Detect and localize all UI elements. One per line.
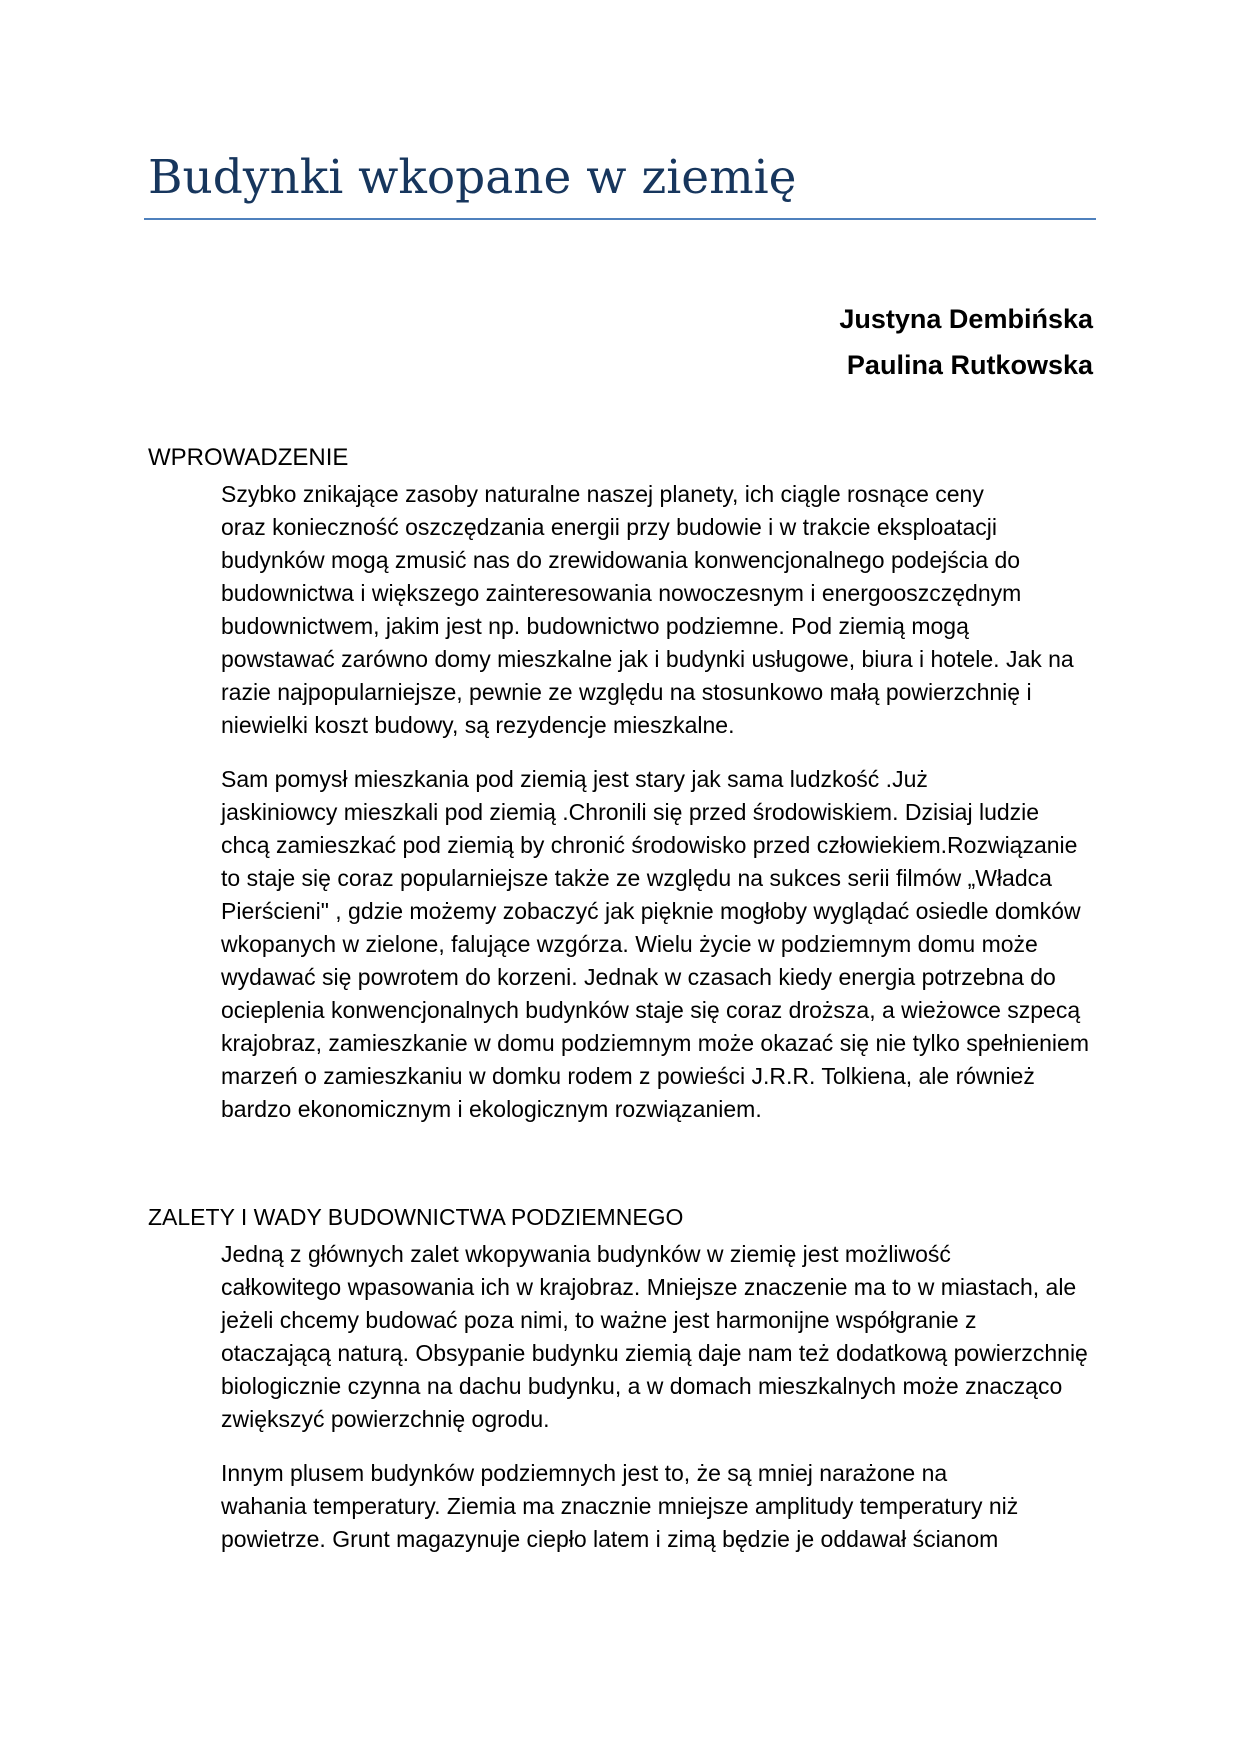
text-line: jaskiniowcy mieszkali pod ziemią .Chronili się przed środowiskiem. Dzisiaj ludzie bbox=[221, 799, 1040, 825]
section-heading-introduction: WPROWADZENIE bbox=[148, 444, 349, 471]
text-line: biologicznie czynna na dachu budynku, a w domach mieszkalnych może znacząco bbox=[221, 1373, 1063, 1399]
text-line: budownictwa i większego zainteresowania nowoczesnym i energooszczędnym bbox=[221, 580, 1022, 606]
text-line: niewielki koszt budowy, są rezydencje mieszkalne. bbox=[221, 712, 735, 738]
text-line: ocieplenia konwencjonalnych budynków staje się coraz droższa, a wieżowce szpecą bbox=[221, 997, 1081, 1023]
text-line: powietrze. Grunt magazynuje ciepło latem i zimą będzie je oddawał ścianom bbox=[221, 1526, 999, 1552]
title-underline bbox=[144, 218, 1096, 220]
text-line: marzeń o zamieszkaniu w domku rodem z powieści J.R.R. Tolkiena, ale również bbox=[221, 1063, 1035, 1089]
text-line: budownictwem, jakim jest np. budownictwo podziemne. Pod ziemią mogą bbox=[221, 613, 969, 639]
text-line: powstawać zarówno domy mieszkalne jak i budynki usługowe, biura i hotele. Jak na bbox=[221, 646, 1074, 672]
text-line: bardzo ekonomicznym i ekologicznym rozwiązaniem. bbox=[221, 1096, 762, 1122]
text-line: jeżeli chcemy budować poza nimi, to ważne jest harmonijne współgranie z bbox=[221, 1307, 977, 1333]
section-heading-pros-and-cons: ZALETY I WADY BUDOWNICTWA PODZIEMNEGO bbox=[148, 1204, 684, 1230]
text-line: całkowitego wpasowania ich w krajobraz. Mniejsze znaczenie ma to w miastach, ale bbox=[221, 1274, 1077, 1300]
text-line: Pierścieni" , gdzie możemy zobaczyć jak pięknie mogłoby wyglądać osiedle domków bbox=[221, 898, 1081, 924]
paragraph bbox=[148, 1457, 1098, 1556]
text-line: oraz konieczność oszczędzania energii przy budowie i w trakcie eksploatacji bbox=[221, 514, 997, 540]
paragraph bbox=[148, 763, 1098, 1126]
paragraph bbox=[148, 1238, 1098, 1436]
text-line: Innym plusem budynków podziemnych jest to, że są mniej narażone na bbox=[221, 1460, 948, 1486]
text-line: krajobraz, zamieszkanie w domu podziemnym może okazać się nie tylko spełnieniem bbox=[221, 1030, 1089, 1056]
author-list bbox=[839, 296, 1093, 388]
text-line: otaczającą naturą. Obsypanie budynku ziemią daje nam też dodatkową powierzchnię bbox=[221, 1340, 1088, 1366]
text-line: razie najpopularniejsze, pewnie ze względu na stosunkowo małą powierzchnię i bbox=[221, 679, 1032, 705]
author-name: Paulina Rutkowska bbox=[846, 350, 1093, 380]
text-line: to staje się coraz popularniejsze także ze względu na sukces serii filmów „Władca bbox=[221, 865, 1052, 891]
text-line: wkopanych w zielone, falujące wzgórza. Wielu życie w podziemnym domu może bbox=[221, 931, 1038, 957]
paragraph bbox=[148, 478, 1098, 742]
text-line: budynków mogą zmusić nas do zrewidowania konwencjonalnego podejścia do bbox=[221, 547, 1021, 573]
text-line: Sam pomysł mieszkania pod ziemią jest stary jak sama ludzkość .Już bbox=[221, 766, 928, 792]
document-title: Budynki wkopane w ziemię bbox=[148, 150, 797, 205]
text-line: wydawać się powrotem do korzeni. Jednak w czasach kiedy energia potrzebna do bbox=[221, 964, 1056, 990]
author-name: Justyna Dembińska bbox=[839, 304, 1093, 334]
text-line: zwiększyć powierzchnię ogrodu. bbox=[221, 1406, 550, 1432]
text-line: wahania temperatury. Ziemia ma znacznie mniejsze amplitudy temperatury niż bbox=[221, 1493, 1019, 1519]
text-line: Szybko znikające zasoby naturalne naszej planety, ich ciągle rosnące ceny bbox=[221, 481, 984, 507]
text-line: Jedną z głównych zalet wkopywania budynków w ziemię jest możliwość bbox=[221, 1241, 951, 1267]
text-line: chcą zamieszkać pod ziemią by chronić środowisko przed człowiekiem.Rozwiązanie bbox=[221, 832, 1078, 858]
